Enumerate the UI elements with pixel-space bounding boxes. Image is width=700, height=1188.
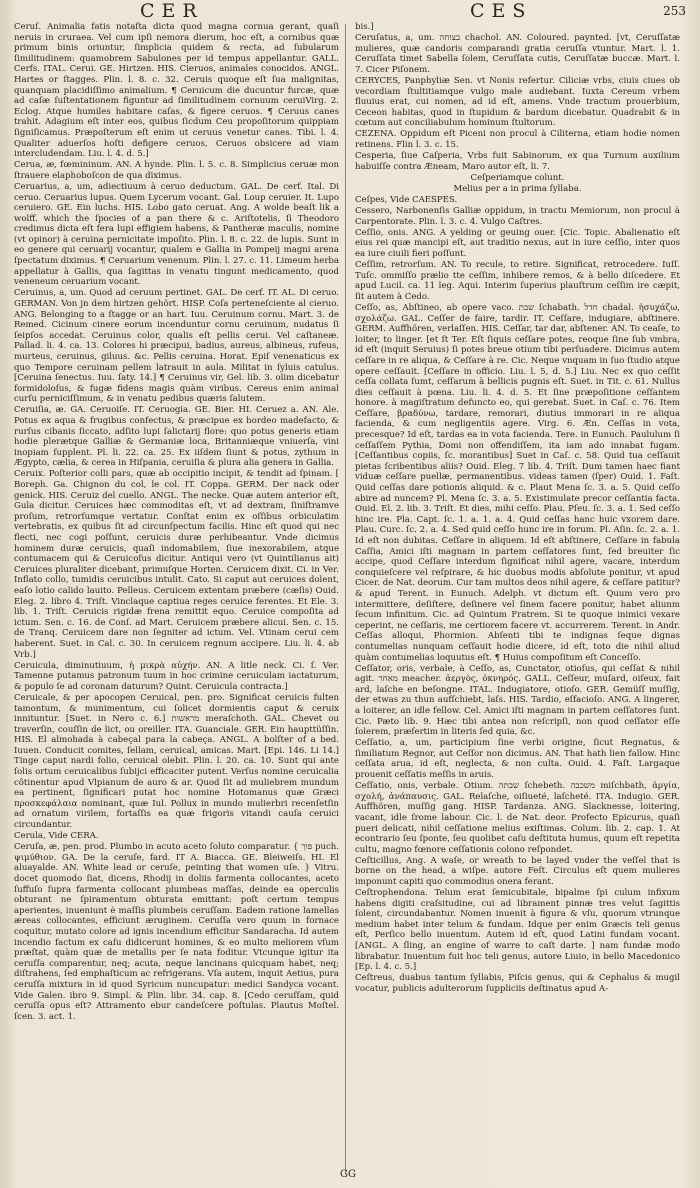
dictionary-entry: Ceruſa, æ, pen. prod. Plumbo in acuto aceto ſoluto comparatur. { פוך puch. ψιμύθιον. GA. De la ceruſe, fard. IT A. Biacca. GE. Bleiweiſs. HI. El aluayalde. AN. White lead or ceruſe, peinting that women uſe. } Vitru. docet quomodo ſiat, dicens, Rhodij in doliis farmenta collocantes, aceto ſuffuſo ſupra farmenta collocant plumbeas maſſas, deinde ea operculis obturant ne ſpiramentum obturata emittant: poſt certum tempus aperientes, inueniunt è maſſis plumbeis ceruſſam. Eadem ratione lamellas æreas collocantes, efficiunt æruginem. Ceruſſa vero quum in fornace coquitur, mutato colore ad ignis incendium efficitur Sandaracha. Id autem incendio factum ex caſu didicerunt homines, & eo multo meliorem vſum præſtat, quàm quæ de metallis per ſe nata foditur. Vtcunque igitur ita ceruſſa comparentur, neq; acuta, neque lancinans quicquam habet, neq; diſtrahens, ſed emphaſticum ac refrigerans. Vſa autem, inquit Aetius, pura ceruſſa mixtura in id quod Syricum nuncupatur: medici Sandyca vocant. Vide Galen. ibro 9. Simpl. & Plin. libr. 34. cap. 8. [Cedo ceruſſam, quid ceruſſa opus eſt? Attramento ebur candeſcere poſtulas. Plautus Moſtel. ſcen. 3. act. 1. [14, 842, 339, 1022]
running-head-right: CES [470, 0, 533, 22]
dictionary-entry: Cesperia, ſiue Caſperia, Vrbs fuit Sabinorum, ex qua Turnum auxilium habuiſſe contra Æneam, Maro autor eſt, li. 7. [355, 151, 680, 172]
dictionary-entry: Ceſſio, onis. ANG. A yelding or geuing ouer. [Cic. Topic. Abalienatio eſt eius rei quæ mancipi eſt, aut traditio nexus, aut in iure ceſſio, inter quos ea iure ciuili fieri poſſunt. [355, 227, 680, 259]
dictionary-entry: Ceſſim, retrorſum. AN. To recule, to retire. Significat, retrocedere. Iuſſ. Tuſc. ommiſſo prælio tte ceſſim, inhibere remos, & à bello diſcedere. Et apud Lucil. ca. 11 leg. Aqui. Interim ſuperius plauſtrum ceſſim ire cæpit, ſit autem à Cedo. [355, 260, 680, 302]
column-divider [345, 24, 346, 1174]
dictionary-entry: Ceſſator, oris, verbale, à Ceſſo, as, Cunctator, otioſus, qui ceſſat & nihil agit. מאחר meacher. ἀεργὸς, ὀκνηρός. GALL. Ceſſeur, muſard, oiſeux, fait ard, laſche en beſongne. ITAL. Indugiatore, otioſo. GER. Gemüſſ muſſig, der etwas zu thun aufſchiebt, laſs. HIS. Tardio, eſfacioſo. ANG. A lingerer, a loiterer, an idle fellow. Cel. Amici iſti magnam in partem ceſſatores ſunt. Cic. Pæto lib. 9. Hæc tibi antea non reſcripſi, non quod ceſſator eſſe ſolerem, præſertim in literis ſed quia, &c. [355, 663, 680, 738]
dictionary-entry: Ceruſ. Animalia fatis notaſta dicta quod magna cornua gerant, quaſi neruis in cruraea. Vel cum ipſi nemora dierum, hoc eſt, a cornibus quæ primum binis oriuntur, ſimplicia quidem & recta, ad ſubularum ſimilitudinem: quamobrem Sabulones per id tempus appellantur. GALL. Cerfs. ITAL. Cerui. GE. Hirtzen. HIS. Cieruos, animales conocidos. ANGL. Hartes or ſtagges. Plin. l. 8. c. 32. Ceruis quoque eſt ſua malignitas, quanquam placidiſſimo animalium. ¶ Ceruicum die ducuntur furcæ, quæ ad caſæ ſuſtentationem figuntur ad ſimilitudinem cornuum ceruiVirg. 2. Eclog. Atque humiles habitare caſas, & figere ceruos. ¶ Ceruus canes trahit. Adagium eſt inter eos, quibus ſicdum Ceu propoſitorum quippiam ſigniſicamus. Præpoſterum eſt enim ut ceruus venetur canes. Tibi. l. 4. Qualiter aduerſos hoſti defigere ceruos, Ceruos obsicere ad viam intercludendam. Liu. l. 4. d. 5.] [14, 22, 339, 160]
dictionary-entry: Ceſſo, as, Abſtineo, ab opere vaco. שבת ſchabath. חדל chadal. ἡσυχάζω, σχολάζω. GAL. Ceſſer de faire, tardir. IT. Ceſſare, indugiare, abſtinere. GERM. Auffhören, verlaſſen. HIS. Ceſſar, tar dar, abſtener. AN. To ceaſe, to loiter, to linger. [et ſt Ter. Eſt ſiquis ceſſare potes, reoque ſine ſub vmbra, id eſt (inquit Seruius) ſi potes breue otium tibi perſuadere. Dicimus autem ceſſare in re aliqua, & Ceſſare à re. Cic. Neque vnquam in ſuo ſtudio atque opere ceſſauit. [Ceſſare in officio. Liu. l. 5, d. 5.] Liu. Nec ex quo ceſſit ceſſa collata ſumt, ceſſarum à bellicis pugnis eſt. Suet. in Tit. c. 61. Nullus dies ceſſauit à pœna. Liu. li. 4. d. 5. Et ſine præpoſitione ceſſantem honore. à magiſtratum defuncto eo, qui gerebat. Suet. in Caſ. c. 76. Item Ceſſare, βραδύνω, tardare, remorari, diutius immorari in re aliqua facienda, & cum negligentiis agere. Virg. 6. Æn. Ceſſas in vota, precesque? Id eſt, tardas ea in vota facienda. Tere. in Eunuch. Paululum ſi ceſſaſſem Pythia, Domi non offendiſſem, ita iam ado innabat fugam. [Ceſſantibus copiis, ſc. morantibus] Suet in Caſ. c. 58. Quid tua ceſſauit pietas ſcribentibus aliis? Ouid. Eleg. 7 lib. 4. Triſt. Dum tamen haec fiant viduæ ceſſare puellæ, permanentibus. videas tamen (ſper) Ouid. 1. Faſt. Quid ceſſas dare potionis aliquid. & c. Plaut Mena ſc. 3. a. 5. Quid ceſſo abire ad nuncem? Pl. Mena ſc. 3. a. 5. Existimulate precor ceſſantia facta. Ouid. El. 2. lib. 3. Triſt. Et dies, mihi ceſſo. Plau. Pſeu. ſc. 3. a. 1. Sed ceſſo hinc ire. Pla. Capt. ſc. 1. a. 1. a. 4. Quid ceſſas hanc huic vxorem dare. Plau. Curc. ſc. 2. a. 4. Sed quid ceſſo hunc ire in forum. Pl. Aſin. ſc. 2. a. 1. Id eſt non dubitas. Ceſſare in aliquem. Id eſt abſtinere, Ceſſare in fabula Caſſia, Amici iſti magnam in partem ceſſatores ſunt, ſed breuiter ſic accipe, quod Ceſſare interdum ſignificat nihil agere, vacare, interdum conquieſcere vel reſpirare, & hic duobus modis abſolute ponitur, vt apud Cicer. de Nat. deorum. Cur tam multos deos nihil agere, & ceſſare patitur? & apud Terent. in Eunuch. Adelph. vt dictum eſt. Quum vero pro intermittere, deſiſtere, deſinere vel ſinem facere ponitur, habet aliunm ſecum infinitum. Cic. ad Quintum Fratrem. Si te quoque inimici vexare ceperint, ne ceſſaris, me certiorem facere vt. accurrerem. Terent. in Andr. Ceſſas alloqui, Phormion. Abſenti tibi te indignas ſeque dignas contumelias nunquam ceſſauit hodie dicere, id eſt, toto die nihil aliud quàm contumelias loquutus eſt. ¶ Huius compoſitum eſt Conceſſo. [355, 302, 680, 663]
dictionary-entry: Ceſticillus, Ang. A waſe, or wreath to be layed vnder the veſſel that is borne on the head, a wiſpe. autore Feſt. Circulus eſt quem mulieres imponunt capiti quo commodius onera ferant. [355, 855, 680, 887]
running-head-left: CER [140, 0, 204, 22]
dictionary-entry: CERYCES, Panphyliæ Sen. vt Nonis refertur. Ciliciæ vrbs, ciuis ciues ob vecordiam ſtultitiamque vulgo male audiebant. Iuxta Cereum vrbem fluuius erat, cui nomen, ad id eſt, amens. Vnde tractum prouerbium, Ceceon habitas, quod in ſtupidum & bardum dicebatur. Quadrabit & in cœtum aut conciliabulum hominum ſtultorum. [355, 75, 680, 129]
dictionary-entry: Ceruiſia, æ. GA. Ceruoiſe. IT. Ceruogia. GE. Bier. HI. Ceruez a. AN. Ale. Potus ex aqua & frugibus confectus, & præcipue ex hordeo madefacto, & rurſus cibanis ſiccato, adſito lupi ſalictarij flore: quo potus generis etiam hodie plerætque Galliæ & Germaniæ loca, Britanniæque vniuerſa, vini inopiam ſupplent. Pl. li. 22. ca. 25. Ex iiſdem ſiunt & potus, zythum in Ægypto, cælia, & cerea in Hiſpania, ceruiſia & plura alia genera in Gallia. [14, 405, 339, 469]
left-column [14, 22, 339, 1172]
signature-mark: GG [340, 1169, 356, 1180]
page-number: 253 [663, 4, 686, 18]
dictionary-entry: Cerua, æ, fœmininum. AN. A hynde. Plin. l. 5. c. 8. Simplicius ceruæ mon ſtrauere elaphoboſcon de qua diximus. [14, 160, 339, 181]
dictionary-entry: Ceſſatio, onis, verbale. Otium. שבתה ſchebeth. משכבה miſchbath, ἀργία, σχολή, ἀνάπαυσις. GAL. Relaſche, oiſiueté, laſcheté. ITA. Indugio. GER. Auffhören, muſſig gang. HISP. Tardanza. ANG. Slacknesse, loitering, vacant, idle ſrome labour. Cic. l. de Nat. deor. Profecto Epicurus, quaſi pueri delicati, nihil ceſſatione melius exiſtimas. Colum. lib. 2. cap. 1. At econtrario ſeu ſponte, ſeu quolibet caſu deſtituta humus, quum eſt repetita cultu, magno fœnore ceſſationis colono reſpondet. [355, 781, 680, 855]
dictionary-entry: Ceſſatio, a, um, participium ſine verbi origine, ſicut Regnatus, & ſimiliatum Regnor, aut Ceſſor non dicimus. AN. That hath lien fallow. Hinc ceſſata arua, id eſt, neglecta, & non culta. Ouid. 4. Faſt. Largaque prouenit ceſſatis meſſis in aruis. [355, 738, 680, 781]
dictionary-entry: Ceruinus, a, um. Quod ad ceruum pertinet. GAL. De cerf. IT. AL. Di ceruo. GERMAN. Von jn dem hirtzen gehört. HISP. Coſa perteneſciente al cieruo. ANG. Belonging to a ſtagge or an hart. Iuu. Ceruinum cornu. Mart. 3. de Remed. Cicinum cinere eorum incenduntur cornu ceruinum, nudatus ſi ſeipſos accedat. Ceruinus color, qualis eſt pellis cerui. Vel caſtaneæ. Pallad. li. 4. ca. 13. Colores hi præcipui, badius, aureus, albineus, rufeus, murteus, ceruinus, giluus. &c. Pellis ceruina. Horat. Epiſ venenaticus ex quo Tempore ceruinam pellem latrauit in aula. Militat in ſyluis catulus. [Ceruina ſenectus. Iuu. ſaty. 14.] ¶ Ceruinus vir, Gel. lib. 3. olim dicebatur formidoloſus, & fugæ fidens magis quàm viribus. Cereus enim animal curſu perniciſſimum, & in venatu pedibus quæris ſalutem. [14, 288, 339, 405]
dictionary-entry: CEZENA. Oppidum eſt Piceni non procul à Ciliterna, etiam hodie nomen retinens. Flin l. 3. c. 15. [355, 129, 680, 151]
dictionary-entry: Melius per a in prima ſyllaba. [453, 183, 582, 194]
dictionary-entry: Ceruix. Poſterior colli pars, quæ ab occipitio incipit, & tendit ad ſpinam. [ Boreph. Ga. Chignon du col, le col. IT. Coppa. GERM. Der nack oder genick. HIS. Ceruiz del cuello. ANGL. The necke. Quæ autem anterior eſt, Gula dicitur. Ceruices hæc commoditas eſt, vt ad dextram, ſiniſtramve proſum, retrorſumque vertatur. Conſtat enim ex oſſibus orbiculatim vertebratis, ex quibus ſit ad circunſpectum facilis. Hinc eſt quod qui nec flecti, nec cogi poſſunt, ceruicis duræ perhibeantur. Vnde dicimus hominem duræ ceruicis, quaſi indomabilem, ſiue inexorabilem, atque contumacem qui & Ceruicoſus dicitur. Antiqui vero (vt Quintilianus ait) Ceruices pluraliter dicebant, primuſque Horten. Ceruicem dixit. Ci. in Ver. Inflato collo, tumidis ceruicibus intulit. Cato. Si caput aut ceruices dolent, eaſo lotio calido lauito. Pelleus. Ceruicem extentam præbere (cæſis) Ouid. Eleg. 2. libro 4. Triſt. Vinclaque captiua reges ceruice ferentes. Et Ele. 3. lib. 1. Triſt. Ceruicis rigidæ frena remittit equo. Ceruice compoſita ad ictum. Sen. c. 16. de Conſ. ad Mart. Ceruicem præbere alicui. Sen. c. 15. de Tranq. Ceruicem dare non ſegniter ad ictum. Vel. Vtinam cerui cem haberent. Suet. in Cal. c. 30. In ceruicem regnum accipere. Liu. li. 4. ab Vrb.] [14, 469, 339, 660]
dictionary-entry: Ceruicula, diminutiuum, ἡ μικρὰ αὐχήν. AN. A litle neck. Ci. ſ. Ver. Tamenne putamus patronum tuum in hoc crimine ceruiculam iactaturum, & populo ſe ad coronam daturum? Quint. Ceruicula contracta.] [14, 660, 339, 692]
dictionary-entry: Cerula, Vide CERA. [14, 831, 99, 842]
dictionary-entry: Cessero, Narbonenſis Galliæ oppidum, in tractu Memiorum, non procul à Carpentorate. Plin. l. 3. c. 4. Vulgo Caſtres. [355, 206, 680, 227]
dictionary-entry: Ceſpes, Vide CAESPES. [355, 195, 458, 205]
right-column [355, 22, 680, 1172]
dictionary-entry: Ceruarius, a, um, adiectiuum à ceruo deductum. GAL. De cerf. Ital. Di ceruo. Ceruarius lupus. Quem Lycerum vocant. Gal. Loup ceruier. It. Lupo ceruiero. GE. Ein luchs. HIS. Lobo gato ceruat. Ang. A wolde beaſt lik a wolff. which the ſpocies of a pan there & c. Ariſtotelis, ſi Theodoro credimus dicta eſt fera lupi effigiem habens, & Pantheræ maculis, nomine (vt opinor) à ceruina pernicitate impoſito. Plin. l. 8. c. 22. de lupis. Sunt in eo genere qui ceruarij vocantur, qualem e Gallia in Pompeij magni arena ſpectatum diximus. ¶ Ceruarium venenum. Plin. l. 27. c. 11. Limeum herba appellatur à Gallis, qua ſagittas in venatu tingunt medicamento, quod veneneum ceruarium vocant. [14, 181, 339, 288]
dictionary-entry: Ceruſatus, a, um. בצוחה chachol. AN. Coloured. paynted. [vt, Ceruſſatæ mulieres, quæ candoris comparandi gratia ceruſſa vtuntur. Mart. l. 1. Ceruſſata timet Sabella ſolem, Ceruſſata cutis, Ceruſſatæ buccæ. Mart. l. 7. Cicer Piſonem. [355, 33, 680, 75]
dictionary-entry: bis.] [355, 22, 374, 32]
dictionary-entry: Ceſtreus, duabus tantum ſyllabis, Piſcis genus, qui & Cephalus & mugil vocatur, publicis adulterorum ſuppliciis deſtinatus apud A- [355, 973, 680, 994]
dictionary-entry: Ceruicale, & per apocopen Ceruical, pen. pro. Significat ceruicis fulten tamontum, & munimentum, cui ſolicet dormientis caput & ceruix innituntur. [Suet. in Nero c. 6.] מראשות meraſchoth. GAL. Chevet ou traverſin, couſſin de lict, ou oreiller. ITA. Guanciale. GER. Ein haupttüſſin. HIS. El almohada à cabeçal para la cabeça. ANGL. A bolſter of a bed. Iuuen. Conducit comites, ſellam, ceruical, amicas. Mart. [Epi. 146. Li 14.] Tinge caput nardi folio, ceruical olebit. Plin. l. 20. ca. 10. Sunt qui ante ſolis ortum ceruicalibus ſubijci efficaciter putent. Verſus nomine ceruicalia côtinentur apud Vlpianum de auro & ar. Quod ſit ad muliebrem mundum ea pertinent, ſignificari putat hoc nomine Hotomanus quæ Græci προσκεφάλαια nominant, quæ Iul. Pollux in mundo mulierbri recenſetſin ad ornatum virilem, fortaſſis ea quæ frigoris vitandi cauſa ceruici circundantur. [14, 692, 339, 831]
dictionary-entry: Ceſtrophendona. Telum erat ſemicubitale, bipalme ſpi culum infixum habens digiti craſsitudine, cui ad librament pinnæ tres velut ſagittis ſolent, circundabantur. Nomen inuenit à figura & vſu, quorum vtrunque medium habet inter telum & fundam. Idque per enim Græcis teli genus eſt, Perſico bello inuentum. Autem id eſt, quod Latini fundam vocant. [ANGL. A ſling, an engine of warre to caſt darte. ] nam fundæ modo librabatur. Inuentum fuit hoc teli genus, autore Liuio, in bello Macedonico [Ep. l. 4. c. 5.] [355, 888, 680, 973]
page-header [0, 0, 700, 22]
dictionary-entry: Ceſperiamque colunt. [470, 172, 565, 183]
